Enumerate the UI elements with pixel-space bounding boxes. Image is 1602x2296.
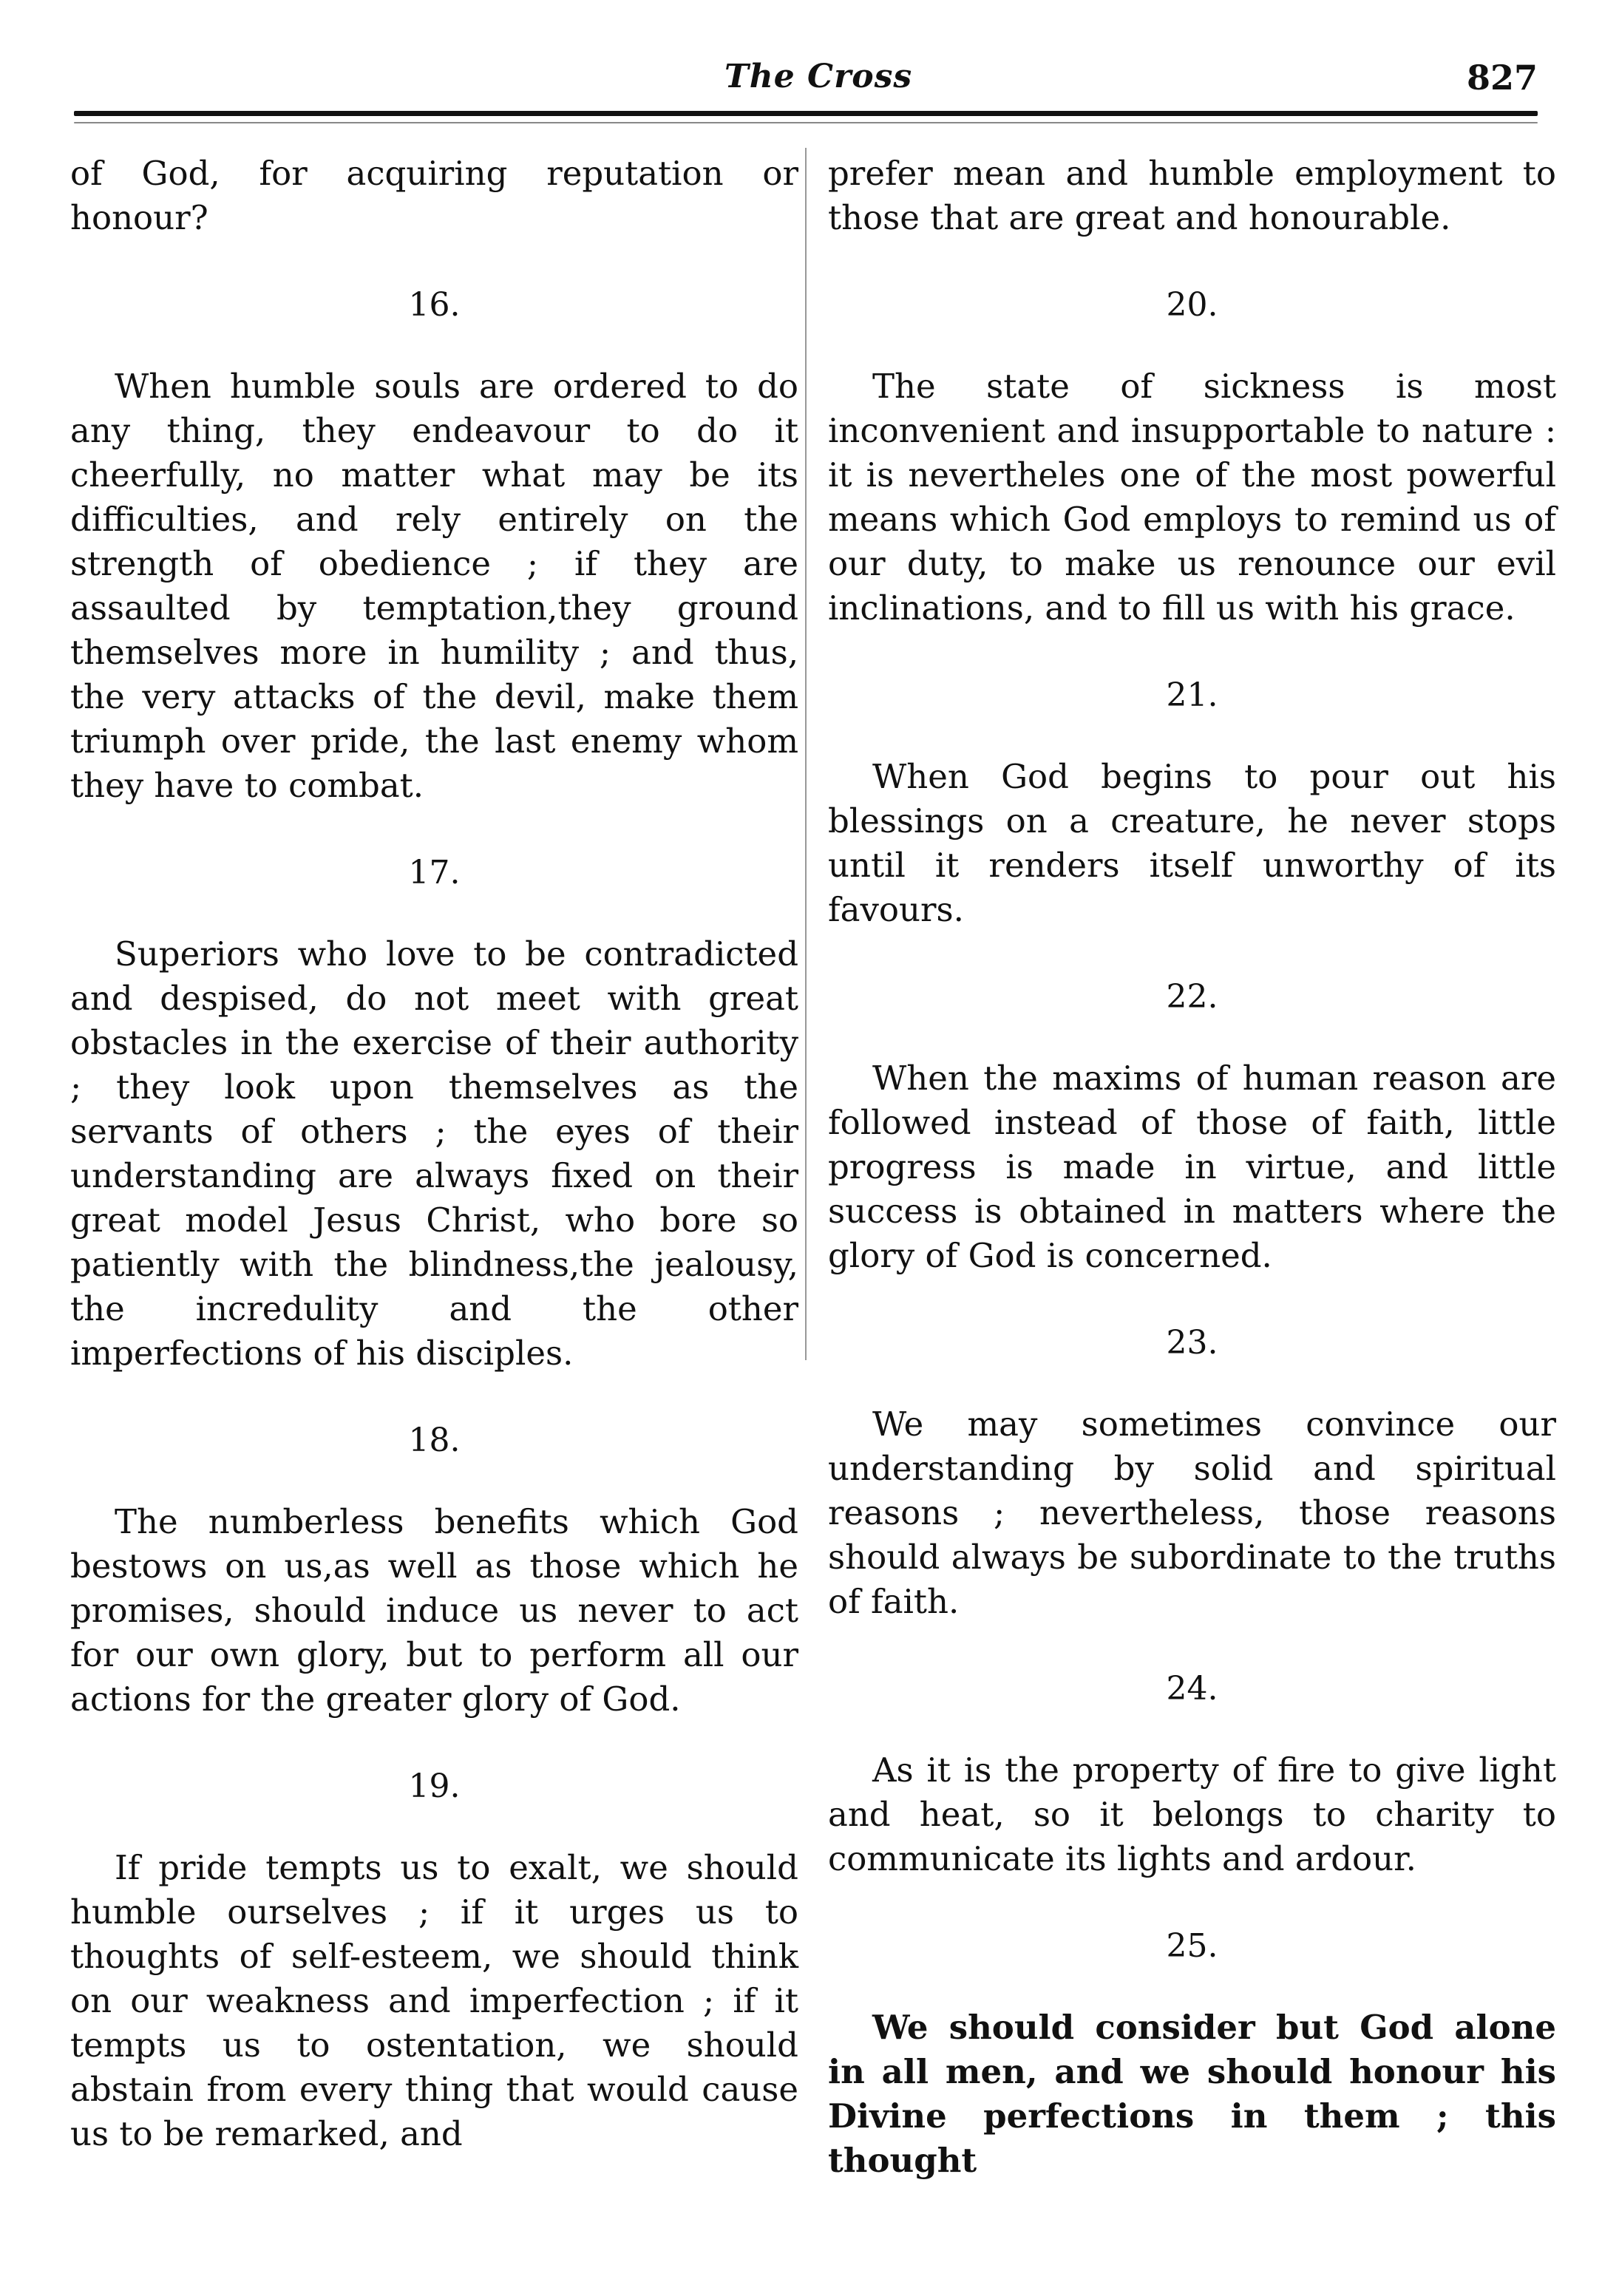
- section-text-25: We should consider but God alone in all men, and we should honour his Divine perfections in them ; this thought: [828, 2008, 1556, 2180]
- section-text-23: We may sometimes convince our understanding by solid and spiritual reasons ; nevertheless, those reasons should always be subordinate to the truths of faith.: [828, 1405, 1556, 1621]
- section-text-17: Superiors who love to be contradicted and despised, do not meet with great obstacles in the exercise of their authority ; they look upon themselves as the servants of others ; the eyes of their understanding are always fixed on their great model Jesus Christ, who bore so patiently with the blindness,the jealousy, the incredulity and the other imperfections of his disciples.: [70, 934, 798, 1373]
- left-column: [70, 152, 798, 2156]
- page-number: 827: [1466, 58, 1538, 98]
- continued-paragraph: of God, for acquiring reputation or honour?: [70, 154, 798, 237]
- section-number-18: 18.: [408, 1422, 461, 1459]
- section-number-24: 24.: [1166, 1670, 1218, 1708]
- section-number-20: 20.: [1166, 286, 1218, 324]
- section-number-19: 19.: [408, 1767, 461, 1805]
- section-number-25: 25.: [1166, 1927, 1218, 1965]
- section-number-23: 23.: [1166, 1324, 1218, 1362]
- section-text-19: If pride tempts us to exalt, we should humble ourselves ; if it urges us to thoughts of self-esteem, we should think on our weakness and imperfection ; if it tempts us to ostentation, we should abstain from every thing that would cause us to be remarked, and: [70, 1848, 798, 2153]
- header-rule: [74, 111, 1538, 116]
- header-rule-secondary: [74, 122, 1538, 123]
- section-text-24: As it is the property of fire to give light and heat, so it belongs to charity to communicate its lights and ardour.: [828, 1750, 1556, 1878]
- section-text-20: The state of sickness is most inconvenient and insupportable to nature : it is nevertheles one of the most powerful means which God employs to remind us of our duty, to make us renounce our evil inclinations, and to fill us with his grace.: [828, 367, 1556, 628]
- section-number-21: 21.: [1166, 676, 1218, 714]
- page-header: [74, 58, 1538, 109]
- section-number-17: 17.: [408, 854, 461, 891]
- section-text-18: The numberless benefits which God bestows on us,as well as those which he promises, should induce us never to act for our own glory, but to perform all our actions for the greater glory of God.: [70, 1502, 798, 1719]
- column-divider: [805, 148, 807, 1360]
- continued-paragraph: prefer mean and humble employment to those that are great and honourable.: [828, 154, 1556, 237]
- section-text-22: When the maxims of human reason are followed instead of those of faith, little progress is made in virtue, and little success is obtained in matters where the glory of God is concerned.: [828, 1059, 1556, 1275]
- section-number-16: 16.: [408, 286, 461, 324]
- right-column: [828, 152, 1556, 2183]
- section-text-21: When God begins to pour out his blessings on a creature, he never stops until it renders itself unworthy of its favours.: [828, 757, 1556, 929]
- running-title: The Cross: [724, 58, 913, 95]
- section-text-16: When humble souls are ordered to do any thing, they endeavour to do it cheerfully, no matter what may be its difficulties, and rely entirely on the strength of obedience ; if they are assaulted by temptation,they ground themselves more in humility ; and thus, the very attacks of the devil, make them triumph over pride, the last enemy whom they have to combat.: [70, 367, 798, 805]
- section-number-22: 22.: [1166, 978, 1218, 1016]
